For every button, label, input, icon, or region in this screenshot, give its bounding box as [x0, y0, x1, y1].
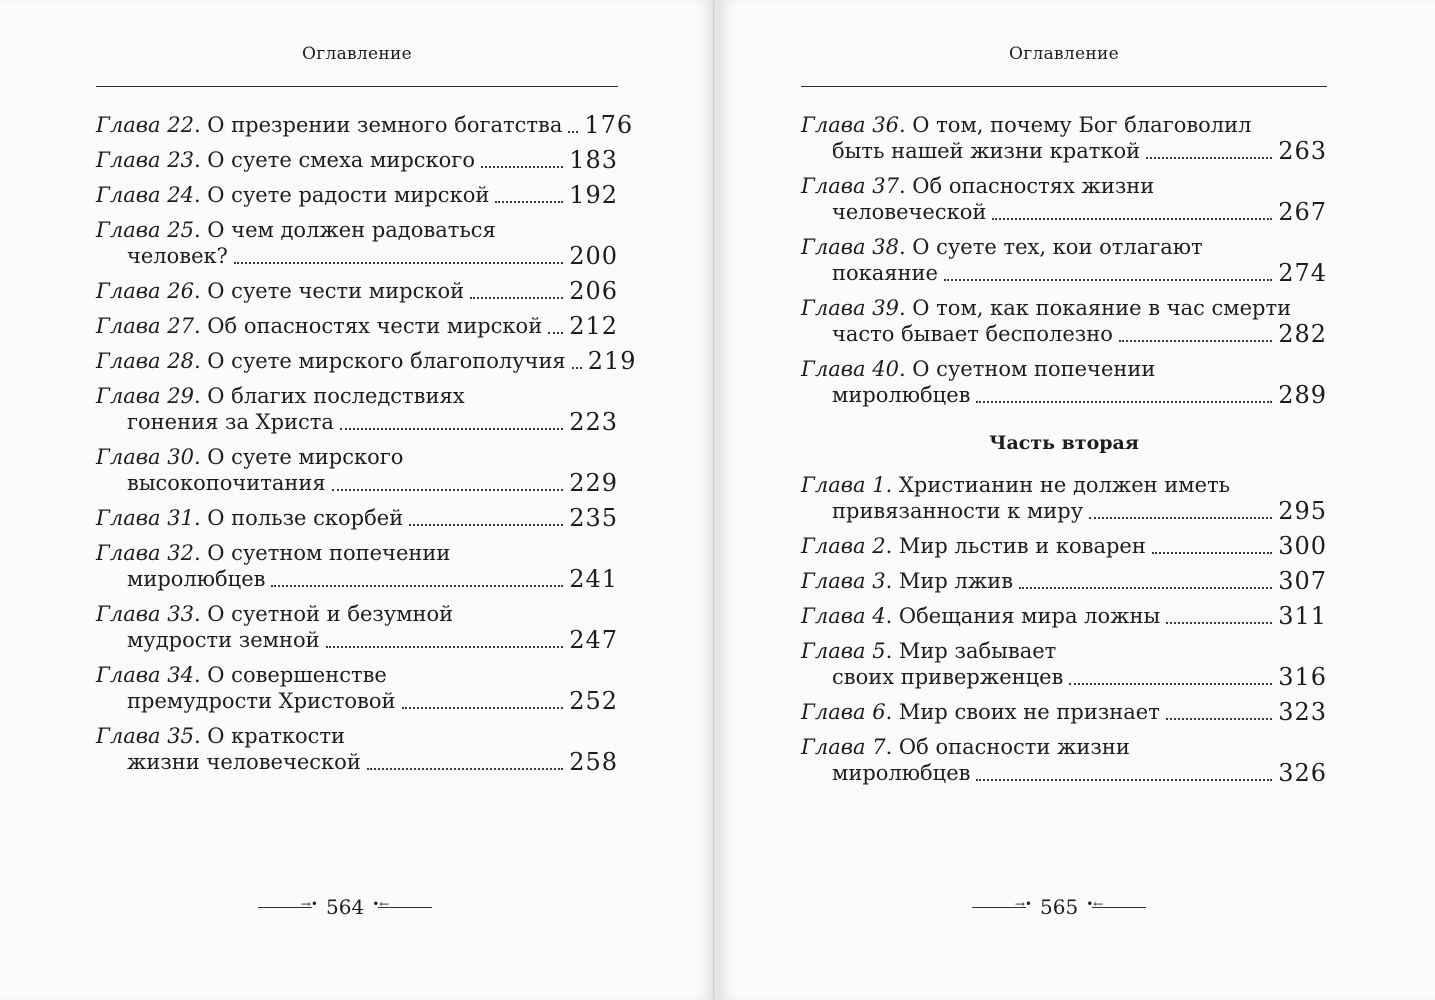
toc-entry-line: [801, 295, 1327, 321]
toc-entry: [96, 313, 618, 339]
toc-entry: [96, 347, 637, 375]
toc-entry-text: Глава 29. О благих последствиях: [96, 384, 465, 408]
toc-entry-text: Глава 31. О пользе скорбей: [96, 506, 404, 530]
toc-page-number: 200: [569, 242, 618, 270]
toc-entry-text: Глава 22. О презрении земного богатства: [96, 113, 563, 137]
toc-entry-line: [801, 498, 1327, 524]
toc-page-number: 247: [569, 626, 618, 654]
toc-entry-text: жизни человеческой: [127, 750, 361, 774]
dot-leader: [340, 428, 563, 430]
toc-page-number: 212: [569, 312, 618, 340]
toc-entry-text: мудрости земной: [127, 628, 320, 652]
toc-entry: [801, 638, 1327, 690]
dot-leader: [568, 131, 578, 133]
toc-page-number: 206: [569, 277, 618, 305]
section-title: Часть вторая: [989, 432, 1139, 454]
toc-entry-text: миролюбцев: [832, 761, 971, 785]
dot-leader: [409, 524, 563, 526]
right-page: [717, 0, 1435, 1000]
chapter-label: Глава 39: [801, 296, 899, 320]
toc-entry-line: [96, 688, 618, 714]
header-rule: [801, 86, 1327, 87]
toc-entry-line: [801, 112, 1327, 138]
chapter-label: Глава 31: [96, 506, 194, 530]
toc-entry-line: [96, 278, 618, 304]
toc-entry-line: [801, 199, 1327, 225]
toc-entry-text: гонения за Христа: [127, 410, 334, 434]
toc-entry: [96, 217, 618, 269]
toc-entry-line: [96, 111, 634, 139]
chapter-label: Глава 5: [801, 639, 886, 663]
toc-entry-line: [801, 234, 1327, 260]
toc-page-number: 282: [1278, 320, 1327, 348]
toc-entry-text: Глава 35. О краткости: [96, 724, 346, 748]
toc-entry-text: привязанности к миру: [832, 499, 1084, 523]
running-head: Оглавление: [302, 44, 412, 64]
toc-entry-text: Глава 30. О суете мирского: [96, 445, 404, 469]
toc-entry-line: [801, 382, 1327, 408]
toc-entry-text: человеческой: [832, 200, 987, 224]
chapter-label: Глава 6: [801, 700, 886, 724]
chapter-label: Глава 30: [96, 445, 194, 469]
toc-entry-text: своих приверженцев: [832, 665, 1064, 689]
toc-entry-line: [96, 749, 618, 775]
toc-entry: [801, 603, 1327, 629]
toc-entry-text: Глава 39. О том, как покаяние в час смерти: [801, 296, 1292, 320]
toc-page-number: 219: [587, 347, 637, 375]
toc-entry-line: [801, 699, 1327, 725]
toc-page-number: 311: [1278, 602, 1327, 630]
toc-entry-line: [801, 173, 1327, 199]
toc-entry-line: [96, 147, 618, 173]
chapter-label: Глава 36: [801, 113, 899, 137]
toc-entry: [801, 699, 1327, 725]
ornament-right: [1092, 907, 1146, 908]
toc-page-number: 176: [584, 111, 634, 139]
toc-entry: [801, 295, 1327, 347]
toc-entry-line: [96, 243, 618, 269]
toc-entry: [96, 540, 618, 592]
dot-leader: [1146, 157, 1272, 159]
toc-entry-text: Глава 28. О суете мирского благополучия: [96, 349, 566, 373]
toc-entry-line: [801, 638, 1327, 664]
toc-page-number: 300: [1278, 532, 1327, 560]
dot-leader: [470, 297, 563, 299]
running-head: Оглавление: [1009, 44, 1119, 64]
toc-entry-line: [96, 182, 618, 208]
dot-leader: [1152, 552, 1272, 554]
chapter-label: Глава 34: [96, 663, 194, 687]
toc-page-number: 241: [569, 565, 618, 593]
dot-leader: [1119, 340, 1272, 342]
toc-group-part-two: [801, 472, 1327, 786]
toc-entry-text: миролюбцев: [832, 383, 971, 407]
dot-leader: [1166, 718, 1272, 720]
chapter-label: Глава 25: [96, 218, 194, 242]
toc-page-number: 252: [569, 687, 618, 715]
toc-page-number: 289: [1278, 381, 1327, 409]
chapter-label: Глава 35: [96, 724, 194, 748]
toc-entry-line: [801, 603, 1327, 629]
toc-entry-line: [96, 723, 618, 749]
toc-entry-text: Глава 25. О чем должен радоваться: [96, 218, 496, 242]
toc-entry: [96, 723, 618, 775]
chapter-label: Глава 1: [801, 473, 886, 497]
dot-leader: [1019, 587, 1272, 589]
toc-entry-line: [96, 470, 618, 496]
ornament-left: [258, 907, 312, 908]
dot-leader: [1089, 517, 1272, 519]
toc-entry-text: Глава 1. Христианин не должен иметь: [801, 473, 1231, 497]
dot-leader: [367, 768, 563, 770]
dot-leader: [976, 779, 1272, 781]
toc-entry-line: [96, 566, 618, 592]
toc-entry-line: [801, 356, 1327, 382]
toc-entry-text: покаяние: [832, 261, 938, 285]
toc-entry: [801, 568, 1327, 594]
dot-leader: [1069, 683, 1272, 685]
toc-entry-line: [96, 444, 618, 470]
toc-entry-text: Глава 2. Мир льстив и коварен: [801, 534, 1146, 558]
toc-entry-line: [801, 533, 1327, 559]
toc-entry-line: [801, 664, 1327, 690]
toc-entry-text: Глава 36. О том, почему Бог благоволил: [801, 113, 1252, 137]
toc-page-number: 295: [1278, 497, 1327, 525]
toc-entry-text: миролюбцев: [127, 567, 266, 591]
toc-entry: [96, 182, 618, 208]
toc-entry-text: Глава 24. О суете радости мирской: [96, 183, 490, 207]
toc-entry-text: Глава 34. О совершенстве: [96, 663, 387, 687]
chapter-label: Глава 33: [96, 602, 194, 626]
toc-entry: [801, 356, 1327, 408]
toc-page-number: 263: [1278, 137, 1327, 165]
toc-page-number: 258: [569, 748, 618, 776]
dot-leader: [271, 585, 563, 587]
toc-entry-text: Глава 26. О суете чести мирской: [96, 279, 465, 303]
toc-page-number: 307: [1278, 567, 1327, 595]
toc-entry-line: [96, 383, 618, 409]
chapter-label: Глава 40: [801, 357, 899, 381]
toc-entry-text: Глава 4. Обещания мира ложны: [801, 604, 1161, 628]
dot-leader: [572, 367, 582, 369]
toc-entry-line: [96, 540, 618, 566]
chapter-label: Глава 27: [96, 314, 194, 338]
toc-entry-line: [96, 601, 618, 627]
toc-entry: [801, 472, 1327, 524]
chapter-label: Глава 24: [96, 183, 194, 207]
toc-entry-text: высокопочитания: [127, 471, 326, 495]
ornament-right: [378, 907, 432, 908]
dot-leader: [234, 262, 563, 264]
toc-entry-line: [801, 472, 1327, 498]
toc-entry: [801, 173, 1327, 225]
toc-entry: [801, 234, 1327, 286]
toc-entry-line: [801, 568, 1327, 594]
chapter-label: Глава 28: [96, 349, 194, 373]
toc-entry-line: [96, 505, 618, 531]
toc-entry: [96, 278, 618, 304]
toc-entry-text: Глава 38. О суете тех, кои отлагают: [801, 235, 1203, 259]
page-number: [258, 895, 432, 919]
toc-page-number: 235: [569, 504, 618, 532]
toc-group-part-one: [801, 112, 1327, 408]
toc-entry-text: Глава 33. О суетной и безумной: [96, 602, 454, 626]
toc-entry-text: Глава 23. О суете смеха мирского: [96, 148, 475, 172]
chapter-label: Глава 32: [96, 541, 194, 565]
dot-leader: [326, 646, 564, 648]
toc-list: [96, 111, 637, 784]
toc-entry: [96, 147, 618, 173]
chapter-label: Глава 22: [96, 113, 194, 137]
ornament-left: [972, 907, 1026, 908]
toc-entry-line: [96, 217, 618, 243]
toc-entry-line: [801, 260, 1327, 286]
toc-entry: [96, 111, 634, 139]
toc-entry-line: [96, 347, 637, 375]
toc-entry: [801, 112, 1327, 164]
page-number: [972, 895, 1146, 919]
toc-entry: [801, 533, 1327, 559]
toc-entry-text: Глава 5. Мир забывает: [801, 639, 1057, 663]
toc-list: [801, 112, 1327, 795]
toc-entry: [96, 444, 618, 496]
toc-page-number: 323: [1278, 698, 1327, 726]
toc-page-number: 223: [569, 408, 618, 436]
dot-leader: [1166, 622, 1272, 624]
chapter-label: Глава 2: [801, 534, 886, 558]
toc-entry-line: [96, 662, 618, 688]
toc-entry: [96, 505, 618, 531]
toc-entry-line: [96, 409, 618, 435]
toc-entry-line: [801, 734, 1327, 760]
toc-entry-text: Глава 40. О суетном попечении: [801, 357, 1156, 381]
toc-page-number: 316: [1278, 663, 1327, 691]
chapter-label: Глава 37: [801, 174, 899, 198]
toc-entry-text: Глава 7. Об опасности жизни: [801, 735, 1130, 759]
toc-page-number: 183: [569, 146, 618, 174]
chapter-label: Глава 26: [96, 279, 194, 303]
dot-leader: [332, 489, 564, 491]
toc-entry-text: премудрости Христовой: [127, 689, 396, 713]
toc-entry-text: человек?: [127, 244, 228, 268]
toc-entry: [801, 734, 1327, 786]
toc-page-number: 229: [569, 469, 618, 497]
chapter-label: Глава 7: [801, 735, 886, 759]
toc-entry-text: Глава 27. Об опасностях чести мирской: [96, 314, 543, 338]
toc-entry-line: [96, 313, 618, 339]
header-rule: [96, 86, 618, 87]
dot-leader: [992, 218, 1272, 220]
toc-page-number: 267: [1278, 198, 1327, 226]
toc-entry-text: быть нашей жизни краткой: [832, 139, 1141, 163]
toc-entry-text: Глава 37. Об опасностях жизни: [801, 174, 1155, 198]
toc-entry-line: [96, 627, 618, 653]
toc-entry-text: Глава 3. Мир лжив: [801, 569, 1014, 593]
dot-leader: [402, 707, 564, 709]
toc-entry-line: [801, 760, 1327, 786]
toc-page-number: 192: [569, 181, 618, 209]
left-page: [0, 0, 715, 1000]
toc-entry-text: Глава 6. Мир своих не признает: [801, 700, 1160, 724]
dot-leader: [481, 166, 563, 168]
toc-entry: [96, 662, 618, 714]
dot-leader: [976, 401, 1272, 403]
dot-leader: [944, 279, 1272, 281]
toc-entry-line: [801, 138, 1327, 164]
chapter-label: Глава 38: [801, 235, 899, 259]
dot-leader: [548, 332, 563, 334]
chapter-label: Глава 3: [801, 569, 886, 593]
toc-page-number: 326: [1278, 759, 1327, 787]
toc-entry-text: часто бывает бесполезно: [832, 322, 1113, 346]
page-number-text: 565: [1040, 895, 1079, 919]
toc-page-number: 274: [1278, 259, 1327, 287]
chapter-label: Глава 4: [801, 604, 886, 628]
page-number-text: 564: [326, 895, 365, 919]
toc-entry-line: [801, 321, 1327, 347]
toc-entry: [96, 601, 618, 653]
toc-entry: [96, 383, 618, 435]
chapter-label: Глава 29: [96, 384, 194, 408]
toc-entry-text: Глава 32. О суетном попечении: [96, 541, 451, 565]
dot-leader: [495, 201, 563, 203]
chapter-label: Глава 23: [96, 148, 194, 172]
